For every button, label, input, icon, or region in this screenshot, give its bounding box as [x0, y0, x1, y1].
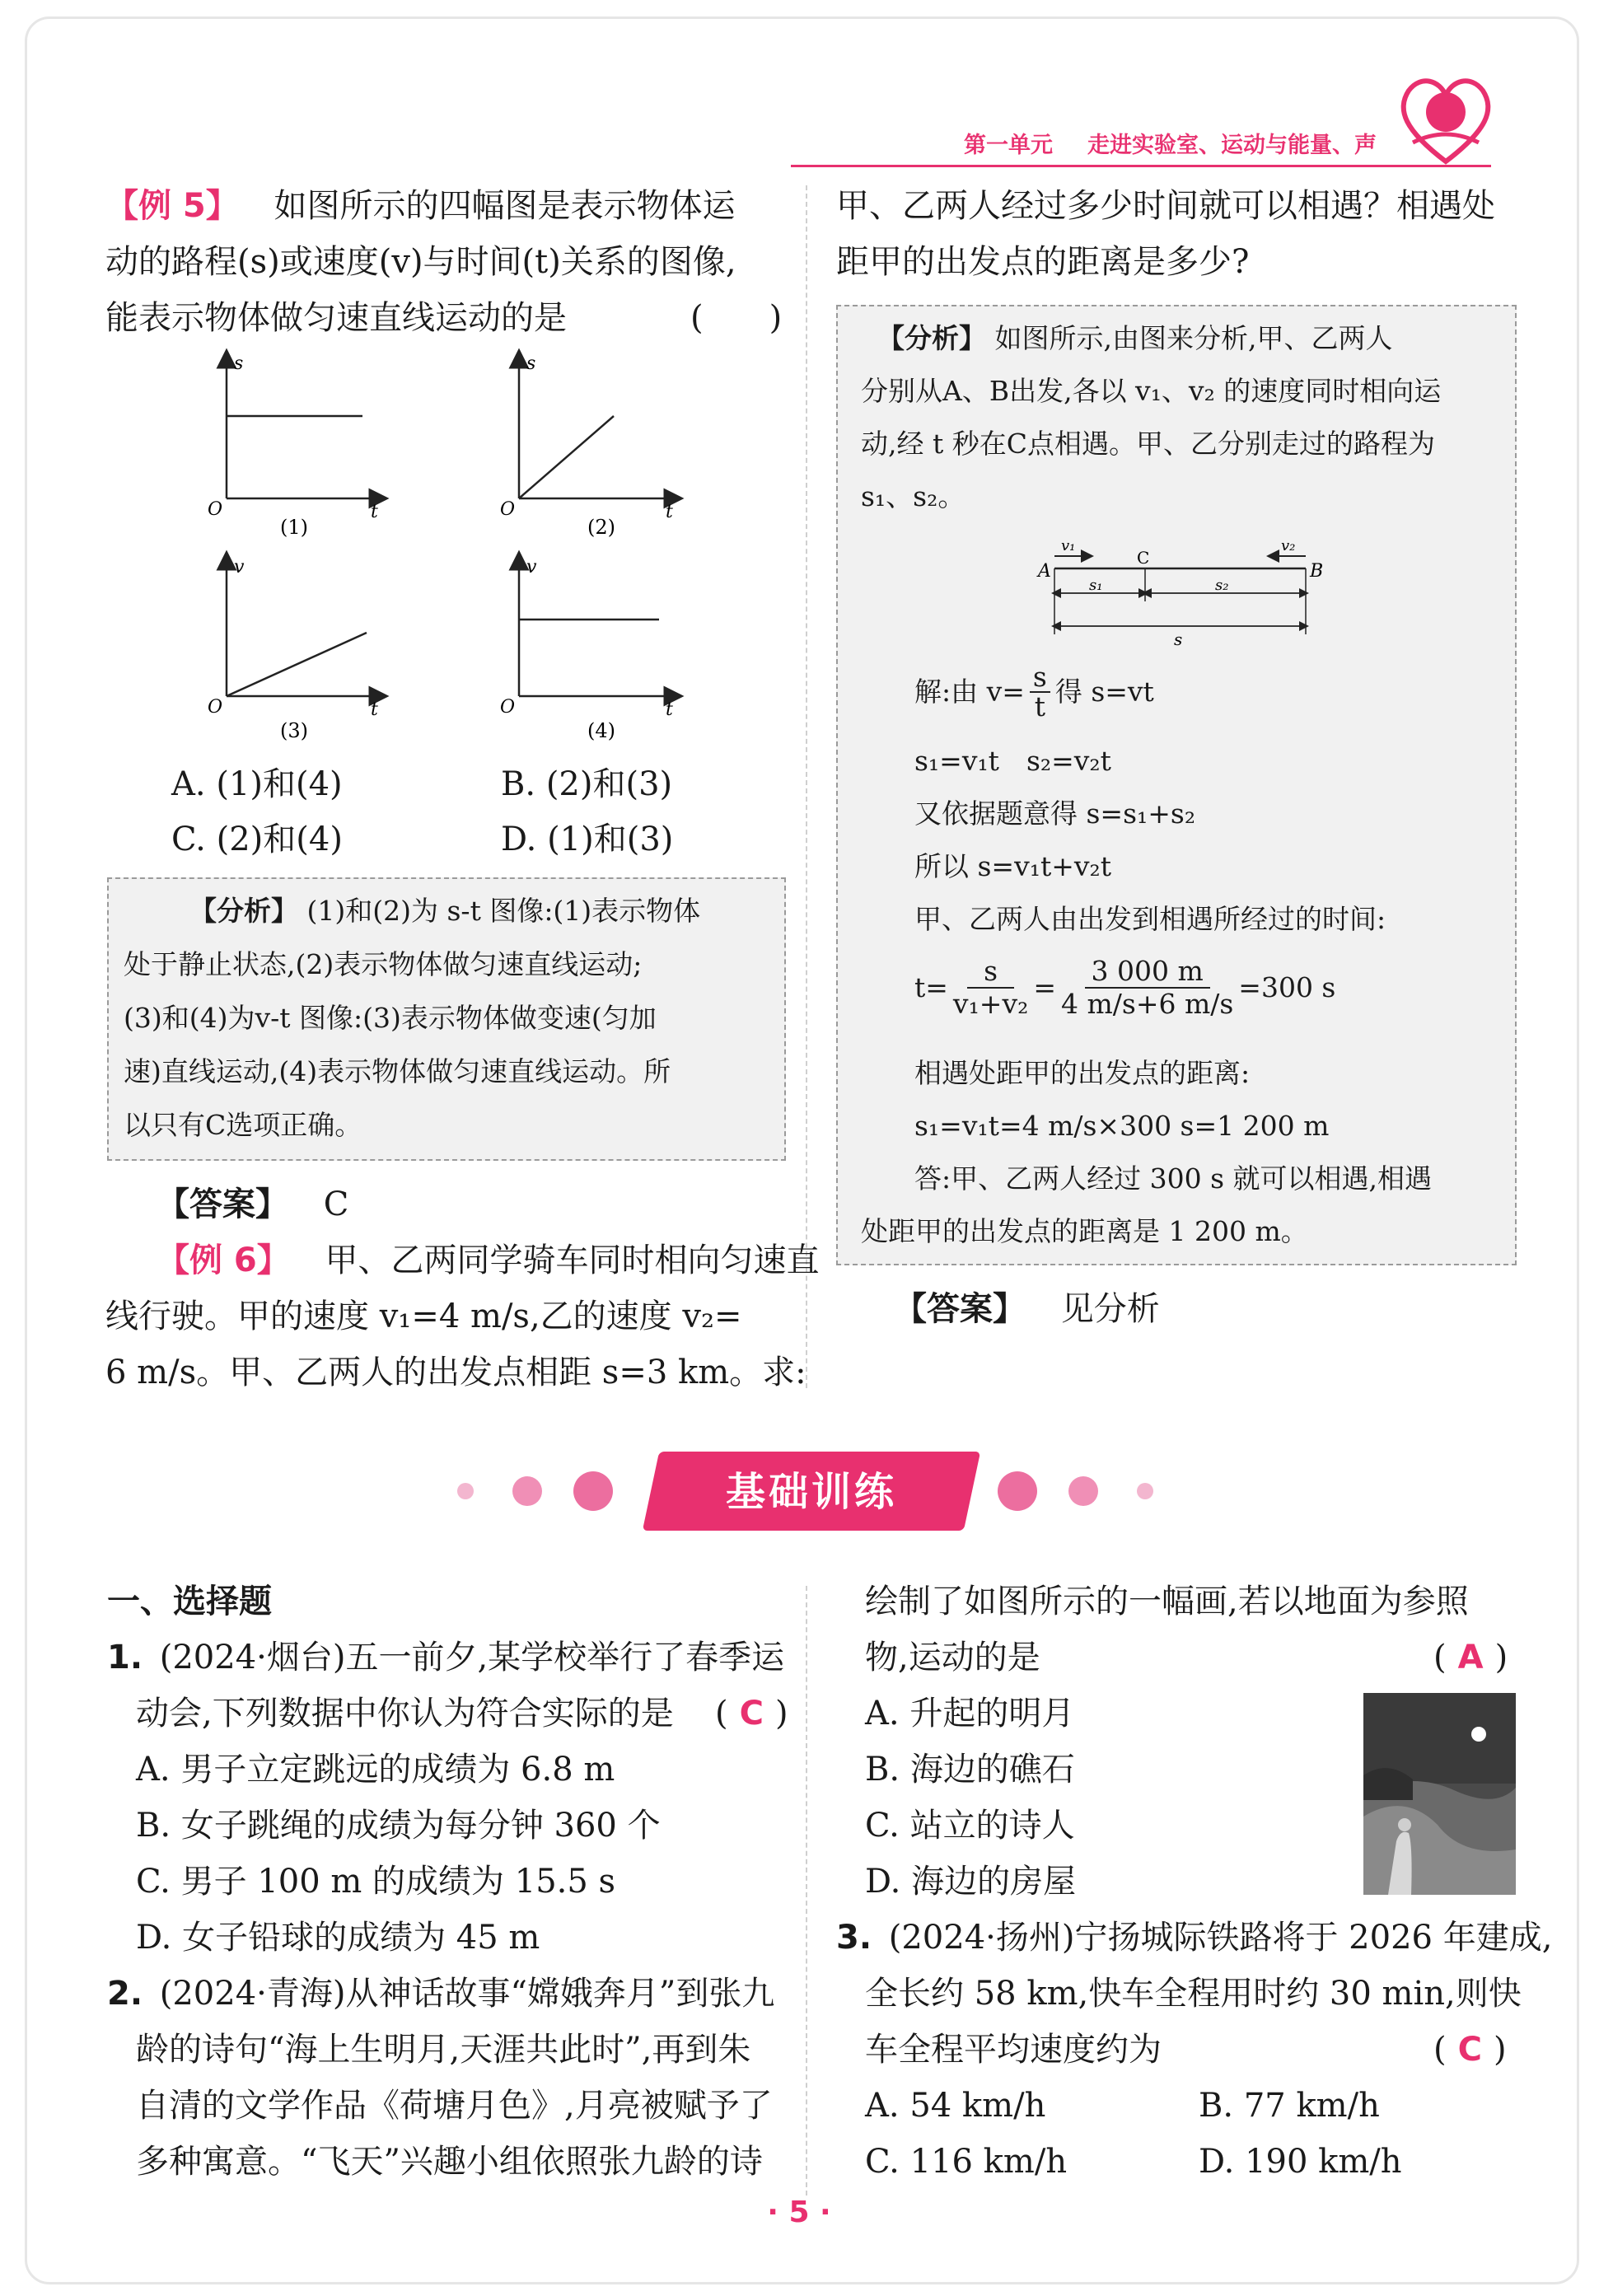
graph-3-yaxis: v	[234, 557, 245, 578]
bottom-column-divider	[806, 1586, 807, 2195]
header-heart-logo	[1392, 64, 1499, 167]
header-unit: 第一单元	[964, 133, 1053, 158]
example6-line1	[157, 1232, 819, 1288]
q3-option-c: C. 116 km/h	[865, 2143, 1068, 2181]
example6-answer-line	[894, 1281, 1160, 1337]
example5-answer-tag: 【答案】	[157, 1185, 288, 1223]
q3-answer: C	[1457, 2031, 1482, 2069]
graph-3-caption: (3)	[280, 719, 308, 742]
solution-l1-prefix: 解:由 v=	[914, 676, 1025, 708]
example6-text1: 甲、乙两同学骑车同时相向匀速直	[325, 1242, 820, 1279]
example6-line2: 线行驶。甲的速度 v₁=4 m/s,乙的速度 v₂=	[105, 1298, 742, 1335]
solution-line9: 答:甲、乙两人经过 300 s 就可以相遇,相遇	[914, 1162, 1432, 1195]
q1-option-c: C. 男子 100 m 的成绩为 15.5 s	[136, 1863, 616, 1901]
q2-line6: 物,运动的是	[865, 1639, 1040, 1676]
graph-3-taxis: t	[371, 699, 378, 720]
top-column-divider	[806, 185, 807, 1388]
graph-2	[500, 353, 674, 539]
moon-painting-image	[1363, 1693, 1516, 1895]
graph-3	[208, 557, 379, 742]
q1-text1: (2024·烟台)五一前夕,某学校举行了春季运	[159, 1639, 785, 1676]
solution-line3: 又依据题意得 s=s₁+s₂	[914, 797, 1196, 830]
example5-analysis-line3: (3)和(4)为v-t 图像:(3)表示物体做变速(匀加	[124, 1002, 657, 1034]
solution-line10: 处距甲的出发点的距离是 1 200 m。	[861, 1215, 1308, 1247]
diagram-label-c: C	[1137, 548, 1150, 568]
graph-1-yaxis: s	[234, 353, 244, 374]
q1-option-b: B. 女子跳绳的成绩为每分钟 360 个	[136, 1807, 661, 1845]
solution-line7: 相遇处距甲的出发点的距离:	[914, 1057, 1251, 1089]
page-number: · 5 ·	[767, 2195, 831, 2229]
example5-option-a: A. (1)和(4)	[171, 765, 343, 803]
solution-f1-num: s	[967, 956, 1014, 989]
q1-answer-slot: ( C )	[715, 1695, 788, 1733]
solution-line5: 甲、乙两人由出发到相遇所经过的时间:	[914, 903, 1386, 935]
q3-line1	[836, 1910, 1552, 1966]
example5-text1: 如图所示的四幅图是表示物体运	[274, 187, 736, 225]
solution-line2b: s₁=v₁t s₂=v₂t	[914, 745, 1111, 777]
solution-f1-den: v₁+v₂	[952, 988, 1029, 1020]
example5-graphs	[198, 346, 725, 758]
q3-line2: 全长约 58 km,快车全程用时约 30 min,则快	[865, 1975, 1522, 2013]
solution-t: t=	[914, 971, 948, 1003]
graph-1-taxis: t	[371, 502, 378, 522]
banner-title: 基础训练	[725, 1469, 897, 1515]
diagram-label-s: s	[1174, 629, 1183, 649]
solution-line8: s₁=v₁t=4 m/s×300 s=1 200 m	[914, 1110, 1330, 1142]
graph-1	[208, 353, 379, 539]
q3-option-a: A. 54 km/h	[865, 2087, 1046, 2125]
solution-line6: t= $\frac{s}{\text{v₁+v₂}}$ = $\frac{3 000 m}{4 m/s+6 m/s}$ =300 s	[914, 955, 1336, 1020]
solution-result: =300 s	[1238, 971, 1336, 1003]
q2-line3: 自清的文学作品《荷塘月色》,月亮被赋予了	[136, 2087, 773, 2125]
example6-analysis-line3: 动,经 t 秒在C点相遇。甲、乙分别走过的路程为	[861, 428, 1435, 460]
example5-answer-line	[157, 1176, 348, 1232]
example5-line2: 动的路程(s)或速度(v)与时间(t)关系的图像,	[105, 243, 736, 281]
q2-option-c: C. 站立的诗人	[865, 1807, 1075, 1845]
q3-option-b: B. 77 km/h	[1199, 2087, 1380, 2125]
example5-option-c: C. (2)和(4)	[171, 821, 343, 858]
q3-answer-slot: ( C )	[1433, 2031, 1507, 2069]
solution-fraction-1	[1030, 663, 1050, 721]
example5-line3: 能表示物体做匀速直线运动的是	[105, 299, 567, 337]
q1-answer: C	[739, 1695, 764, 1733]
example5-analysis-line4: 速)直线运动,(4)表示物体做匀速直线运动。所	[124, 1055, 671, 1087]
solution-line1	[914, 663, 1154, 721]
example5-answer: C	[323, 1185, 349, 1223]
example5-bracket: ( )	[690, 299, 783, 337]
graph-2-taxis: t	[666, 502, 673, 522]
header-rule	[791, 165, 1491, 167]
q1-option-d: D. 女子铅球的成绩为 45 m	[136, 1919, 540, 1957]
solution-line4: 所以 s=v₁t+v₂t	[914, 850, 1111, 882]
diagram-label-v2: v₂	[1281, 537, 1296, 554]
example6-answer-tag: 【答案】	[894, 1290, 1026, 1328]
q2-option-a: A. 升起的明月	[865, 1695, 1075, 1733]
diagram-label-a: A	[1038, 561, 1051, 582]
example5-option-b: B. (2)和(3)	[501, 765, 673, 803]
example6-meeting-diagram	[1030, 527, 1335, 651]
graph-1-caption: (1)	[280, 516, 308, 539]
q2-option-d: D. 海边的房屋	[865, 1863, 1077, 1901]
q2-line2: 龄的诗句“海上生明月,天涯共此时”,再到朱	[136, 2031, 751, 2069]
example6-right-line1: 甲、乙两人经过多少时间就可以相遇？相遇处	[836, 187, 1495, 225]
q3-line3: 车全程平均速度约为	[865, 2031, 1162, 2069]
solution-l1-den: t	[1034, 690, 1045, 722]
diagram-label-s1: s₁	[1089, 577, 1103, 594]
diagram-label-v1: v₁	[1061, 537, 1076, 554]
q2-number: 2.	[107, 1975, 143, 2013]
example6-tag: 【例 6】	[157, 1242, 290, 1279]
example5-tag: 【例 5】	[105, 187, 239, 225]
q3-number: 3.	[836, 1919, 872, 1957]
graph-4-caption: (4)	[587, 719, 615, 742]
q2-option-b: B. 海边的礁石	[865, 1751, 1075, 1789]
graph-4-taxis: t	[666, 699, 673, 720]
q2-line5: 绘制了如图所示的一幅画,若以地面为参照	[865, 1583, 1469, 1620]
solution-fraction-2	[953, 956, 1028, 1020]
example5-analysis-line2: 处于静止状态,(2)表示物体做匀速直线运动;	[124, 948, 643, 980]
q1-number: 1.	[107, 1639, 143, 1676]
example6-analysis-line1	[861, 313, 1392, 364]
example6-line3: 6 m/s。甲、乙两人的出发点相距 s=3 km。求:	[105, 1354, 807, 1391]
example5-line1	[105, 178, 735, 234]
graph-1-origin: O	[208, 499, 223, 520]
example5-analysis-text0: (1)和(2)为 s-t 图像:(1)表示物体	[306, 895, 701, 927]
q2-answer: A	[1457, 1639, 1484, 1676]
graph-4-yaxis: v	[526, 557, 537, 578]
example5-analysis-tag: 【分析】	[189, 895, 298, 927]
header	[964, 124, 1425, 161]
solution-fraction-3	[1061, 956, 1233, 1020]
diagram-label-s2: s₂	[1215, 577, 1229, 594]
solution-f2-num: 3 000 m	[1085, 956, 1210, 989]
graph-2-origin: O	[500, 499, 516, 520]
example6-right-line2: 距甲的出发点的距离是多少?	[836, 243, 1250, 281]
graph-4-origin: O	[500, 697, 516, 718]
graph-2-caption: (2)	[587, 516, 615, 539]
q1-line1	[107, 1630, 784, 1686]
solution-f2-den: 4 m/s+6 m/s	[1060, 988, 1234, 1020]
graph-4	[500, 557, 674, 742]
header-title: 走进实验室、运动与能量、声	[1087, 133, 1377, 158]
q2-line1	[107, 1966, 774, 2022]
q2-line4: 多种寓意。“飞天”兴趣小组依照张九龄的诗	[136, 2143, 763, 2181]
example5-analysis-line5: 以只有C选项正确。	[124, 1109, 362, 1141]
example6-answer: 见分析	[1060, 1290, 1160, 1328]
example6-analysis-line2: 分别从A、B出发,各以 v₁、v₂ 的速度同时相向运	[861, 375, 1442, 407]
q1-option-a: A. 男子立定跳远的成绩为 6.8 m	[136, 1751, 615, 1789]
q3-option-d: D. 190 km/h	[1199, 2143, 1402, 2181]
example6-analysis-tag: 【分析】	[877, 322, 986, 354]
graph-2-yaxis: s	[526, 353, 536, 374]
q2-text1: (2024·青海)从神话故事“嫦娥奔月”到张九	[159, 1975, 775, 2013]
graph-3-origin: O	[208, 697, 223, 718]
example5-option-d: D. (1)和(3)	[501, 821, 674, 858]
solution-l1-num: s	[1030, 663, 1050, 693]
section-title: 一、选择题	[107, 1583, 272, 1620]
example5-analysis-line1	[124, 886, 700, 937]
solution-l1-suffix: 得 s=vt	[1054, 676, 1154, 708]
diagram-label-b: B	[1310, 561, 1324, 582]
q2-answer-slot: ( A )	[1433, 1639, 1508, 1676]
example6-analysis-text0: 如图所示,由图来分析,甲、乙两人	[994, 322, 1393, 354]
example6-analysis-line4: s₁、s₂。	[861, 480, 965, 512]
q1-line2: 动会,下列数据中你认为符合实际的是	[136, 1695, 674, 1733]
q3-text1: (2024·扬州)宁扬城际铁路将于 2026 年建成,	[888, 1919, 1553, 1957]
